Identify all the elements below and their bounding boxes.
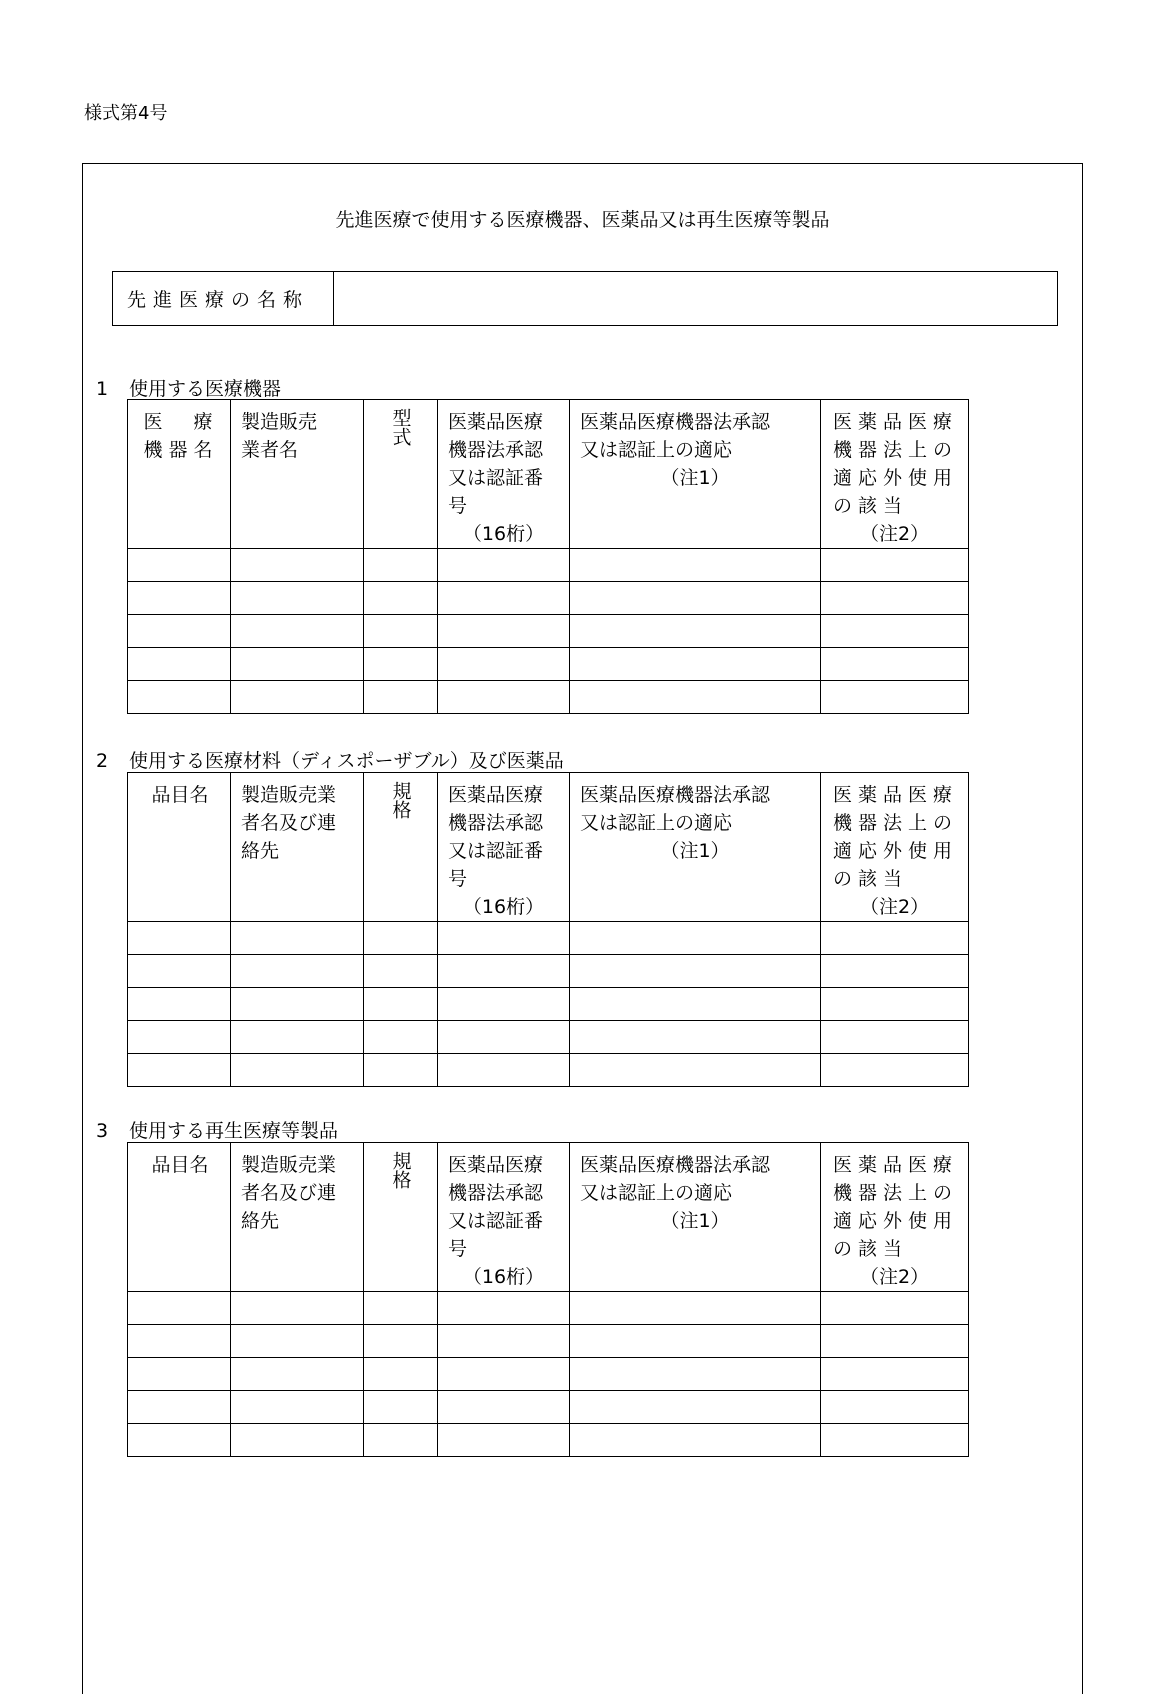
table-cell[interactable] <box>128 1325 231 1358</box>
table-cell[interactable] <box>570 1424 821 1457</box>
table-cell[interactable] <box>821 1021 969 1054</box>
table-cell[interactable] <box>438 681 570 714</box>
table-cell[interactable] <box>438 988 570 1021</box>
advanced-medicine-name-label: 先進医療の名称 <box>113 272 334 325</box>
table-cell[interactable] <box>438 922 570 955</box>
table-row <box>128 988 969 1021</box>
table-row <box>128 615 969 648</box>
section-3-title <box>96 1116 338 1143</box>
table-cell[interactable] <box>821 988 969 1021</box>
table-cell[interactable] <box>128 1391 231 1424</box>
header-off-label-use: 医薬品医療 機器法上の 適応外使用 の該当 （注2） <box>821 400 969 549</box>
section-2-title <box>96 746 564 773</box>
header-approval-number: 医薬品医療 機器法承認 又は認証番 号 （16桁） <box>438 400 570 549</box>
table-cell[interactable] <box>128 1358 231 1391</box>
table-cell[interactable] <box>570 681 821 714</box>
section-1-table <box>127 399 969 714</box>
table-cell[interactable] <box>231 988 364 1021</box>
table-cell[interactable] <box>364 549 438 582</box>
table-cell[interactable] <box>821 1325 969 1358</box>
header-manufacturer: 製造販売業 者名及び連 絡先 <box>231 773 364 922</box>
table-cell[interactable] <box>128 549 231 582</box>
table-cell[interactable] <box>364 615 438 648</box>
table-cell[interactable] <box>438 1292 570 1325</box>
table-cell[interactable] <box>364 1054 438 1087</box>
table-cell[interactable] <box>570 1292 821 1325</box>
table-cell[interactable] <box>364 681 438 714</box>
table-cell[interactable] <box>570 1054 821 1087</box>
table-cell[interactable] <box>231 582 364 615</box>
table-cell[interactable] <box>364 582 438 615</box>
table-row <box>128 1021 969 1054</box>
header-model: 型式 <box>364 400 438 549</box>
table-cell[interactable] <box>128 1054 231 1087</box>
table-cell[interactable] <box>231 681 364 714</box>
table-row <box>128 549 969 582</box>
document-title: 先進医療で使用する医療機器、医薬品又は再生医療等製品 <box>335 209 830 231</box>
table-cell[interactable] <box>128 615 231 648</box>
section-number: 1 <box>96 378 109 400</box>
table-cell[interactable] <box>438 582 570 615</box>
table-header-row <box>128 1143 969 1292</box>
table-cell[interactable] <box>128 922 231 955</box>
table-cell[interactable] <box>364 955 438 988</box>
header-manufacturer: 製造販売業 者名及び連 絡先 <box>231 1143 364 1292</box>
header-approved-indication: 医薬品医療機器法承認 又は認証上の適応 （注1） <box>570 1143 821 1292</box>
table-cell[interactable] <box>231 1054 364 1087</box>
table-cell[interactable] <box>821 648 969 681</box>
table-cell[interactable] <box>570 922 821 955</box>
table-cell[interactable] <box>364 648 438 681</box>
table-cell[interactable] <box>364 922 438 955</box>
table-cell[interactable] <box>570 582 821 615</box>
table-cell[interactable] <box>128 1021 231 1054</box>
header-off-label-use: 医薬品医療 機器法上の 適応外使用 の該当 （注2） <box>821 773 969 922</box>
header-approved-indication: 医薬品医療機器法承認 又は認証上の適応 （注1） <box>570 400 821 549</box>
table-row <box>128 1292 969 1325</box>
table-cell[interactable] <box>364 1021 438 1054</box>
table-row <box>128 1325 969 1358</box>
header-approval-number: 医薬品医療 機器法承認 又は認証番 号 （16桁） <box>438 1143 570 1292</box>
table-cell[interactable] <box>438 955 570 988</box>
advanced-medicine-name-field[interactable] <box>334 272 1057 325</box>
table-cell[interactable] <box>821 582 969 615</box>
table-cell[interactable] <box>231 1424 364 1457</box>
table-cell[interactable] <box>231 1325 364 1358</box>
table-cell[interactable] <box>570 648 821 681</box>
table-cell[interactable] <box>128 681 231 714</box>
table-cell[interactable] <box>821 1424 969 1457</box>
section-title-text: 使用する再生医療等製品 <box>129 1120 339 1142</box>
table-row <box>128 582 969 615</box>
advanced-medicine-name-box <box>112 271 1058 326</box>
section-1-title <box>96 374 281 401</box>
table-cell[interactable] <box>821 1358 969 1391</box>
table-cell[interactable] <box>231 615 364 648</box>
table-cell[interactable] <box>438 549 570 582</box>
table-cell[interactable] <box>128 648 231 681</box>
table-cell[interactable] <box>570 615 821 648</box>
table-row <box>128 1054 969 1087</box>
header-spec: 規格 <box>364 1143 438 1292</box>
table-row <box>128 922 969 955</box>
table-cell[interactable] <box>821 615 969 648</box>
table-cell[interactable] <box>438 1391 570 1424</box>
table-cell[interactable] <box>570 1391 821 1424</box>
table-cell[interactable] <box>231 922 364 955</box>
table-cell[interactable] <box>128 988 231 1021</box>
section-title-text: 使用する医療機器 <box>129 378 282 400</box>
table-row <box>128 955 969 988</box>
table-cell[interactable] <box>438 1021 570 1054</box>
table-cell[interactable] <box>570 1021 821 1054</box>
table-cell[interactable] <box>570 1358 821 1391</box>
table-cell[interactable] <box>821 922 969 955</box>
table-row <box>128 681 969 714</box>
section-number: 2 <box>96 750 109 772</box>
table-cell[interactable] <box>128 1424 231 1457</box>
table-cell[interactable] <box>821 1292 969 1325</box>
table-cell[interactable] <box>364 1325 438 1358</box>
table-cell[interactable] <box>438 1054 570 1087</box>
section-title-text: 使用する医療材料（ディスポーザブル）及び医薬品 <box>129 750 564 772</box>
table-cell[interactable] <box>231 1358 364 1391</box>
table-header-row <box>128 773 969 922</box>
table-cell[interactable] <box>570 988 821 1021</box>
table-cell[interactable] <box>364 1424 438 1457</box>
section-2-table <box>127 772 969 1087</box>
section-number: 3 <box>96 1120 109 1142</box>
header-approval-number: 医薬品医療 機器法承認 又は認証番 号 （16桁） <box>438 773 570 922</box>
table-cell[interactable] <box>570 1325 821 1358</box>
table-cell[interactable] <box>821 549 969 582</box>
table-cell[interactable] <box>570 549 821 582</box>
table-cell[interactable] <box>438 1424 570 1457</box>
table-cell[interactable] <box>821 955 969 988</box>
table-row <box>128 648 969 681</box>
header-spec: 規格 <box>364 773 438 922</box>
header-approved-indication: 医薬品医療機器法承認 又は認証上の適応 （注1） <box>570 773 821 922</box>
table-cell[interactable] <box>438 1325 570 1358</box>
header-manufacturer: 製造販売 業者名 <box>231 400 364 549</box>
table-cell[interactable] <box>128 955 231 988</box>
header-item-name: 品目名 <box>128 1143 231 1292</box>
table-cell[interactable] <box>231 549 364 582</box>
table-cell[interactable] <box>364 1292 438 1325</box>
header-device-name: 医 療 機器名 <box>128 400 231 549</box>
table-cell[interactable] <box>438 615 570 648</box>
table-cell[interactable] <box>821 681 969 714</box>
table-cell[interactable] <box>821 1391 969 1424</box>
form-number: 様式第4号 <box>84 103 168 124</box>
table-header-row <box>128 400 969 549</box>
table-cell[interactable] <box>364 988 438 1021</box>
table-cell[interactable] <box>128 1292 231 1325</box>
table-cell[interactable] <box>231 1292 364 1325</box>
table-cell[interactable] <box>128 582 231 615</box>
table-cell[interactable] <box>570 955 821 988</box>
table-cell[interactable] <box>438 1358 570 1391</box>
table-cell[interactable] <box>231 955 364 988</box>
table-row <box>128 1424 969 1457</box>
table-row <box>128 1391 969 1424</box>
table-cell[interactable] <box>438 648 570 681</box>
section-3-table <box>127 1142 969 1457</box>
table-cell[interactable] <box>364 1358 438 1391</box>
table-cell[interactable] <box>821 1054 969 1087</box>
table-cell[interactable] <box>231 1391 364 1424</box>
table-cell[interactable] <box>231 648 364 681</box>
table-cell[interactable] <box>231 1021 364 1054</box>
table-cell[interactable] <box>364 1391 438 1424</box>
table-row <box>128 1358 969 1391</box>
header-off-label-use: 医薬品医療 機器法上の 適応外使用 の該当 （注2） <box>821 1143 969 1292</box>
header-item-name: 品目名 <box>128 773 231 922</box>
